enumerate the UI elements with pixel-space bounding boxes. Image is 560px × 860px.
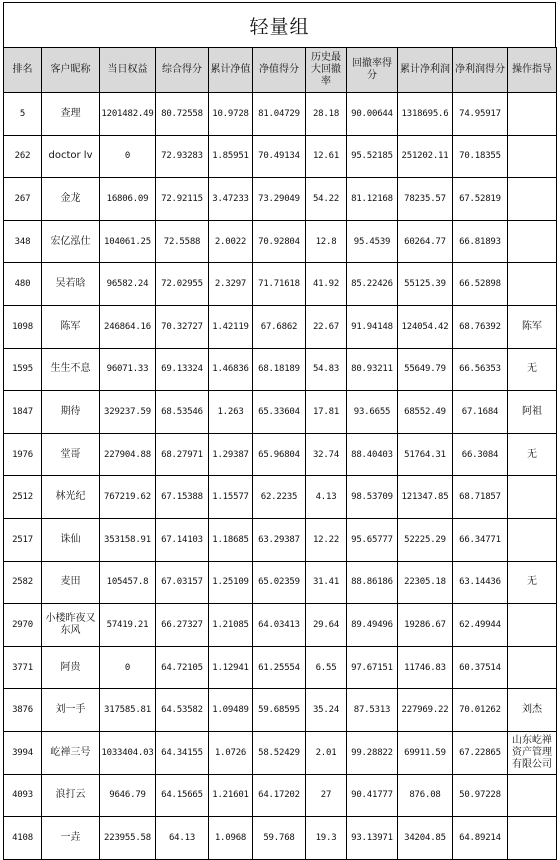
cell-daily-equity: 16806.09: [100, 178, 156, 221]
cell-nav-score: 67.6862: [253, 305, 306, 348]
cell-cum-nav: 3.47233: [209, 178, 253, 221]
cell-daily-equity: 0: [100, 135, 156, 178]
cell-max-drawdown: 12.22: [306, 518, 347, 561]
ranking-sheet: [3, 2, 556, 860]
cell-daily-equity: 104061.25: [100, 220, 156, 263]
cell-rank: 4093: [4, 774, 42, 817]
cell-cum-net-profit: 22305.18: [398, 561, 453, 604]
cell-net-profit-score: 66.34771: [453, 518, 508, 561]
cell-daily-equity: 317585.81: [100, 689, 156, 732]
cell-guidance: 陈军: [508, 305, 557, 348]
cell-rank: 5: [4, 93, 42, 136]
cell-cum-nav: 1.12941: [209, 646, 253, 689]
cell-nickname: 诛仙: [42, 518, 100, 561]
cell-drawdown-score: 93.6655: [347, 391, 398, 434]
cell-cum-net-profit: 227969.22: [398, 689, 453, 732]
cell-max-drawdown: 12.61: [306, 135, 347, 178]
cell-rank: 1847: [4, 391, 42, 434]
cell-net-profit-score: 70.18355: [453, 135, 508, 178]
cell-nav-score: 59.768: [253, 817, 306, 860]
cell-nav-score: 63.29387: [253, 518, 306, 561]
column-header-nav-score: 净值得分: [253, 48, 306, 93]
table-row: [4, 178, 557, 221]
cell-nickname: 刘一手: [42, 689, 100, 732]
cell-net-profit-score: 66.56353: [453, 348, 508, 391]
table-row: [4, 817, 557, 860]
cell-daily-equity: 1201482.49: [100, 93, 156, 136]
cell-cum-net-profit: 68552.49: [398, 391, 453, 434]
cell-cum-nav: 1.25109: [209, 561, 253, 604]
cell-net-profit-score: 67.22865: [453, 731, 508, 774]
cell-nav-score: 65.96804: [253, 433, 306, 476]
cell-total-score: 66.27327: [156, 604, 209, 647]
cell-max-drawdown: 4.13: [306, 476, 347, 519]
cell-daily-equity: 329237.59: [100, 391, 156, 434]
table-row: [4, 774, 557, 817]
column-header-total-score: 综合得分: [156, 48, 209, 93]
cell-net-profit-score: 68.71857: [453, 476, 508, 519]
cell-guidance: 山东屹禅资产管理有限公司: [508, 731, 557, 774]
table-row: [4, 220, 557, 263]
cell-cum-nav: 1.0726: [209, 731, 253, 774]
cell-guidance: [508, 817, 557, 860]
cell-cum-net-profit: 69911.59: [398, 731, 453, 774]
cell-total-score: 64.15665: [156, 774, 209, 817]
cell-total-score: 72.93283: [156, 135, 209, 178]
cell-total-score: 72.92115: [156, 178, 209, 221]
table-row: [4, 731, 557, 774]
cell-rank: 2517: [4, 518, 42, 561]
cell-guidance: 无: [508, 561, 557, 604]
cell-daily-equity: 1033404.03: [100, 731, 156, 774]
cell-daily-equity: 767219.62: [100, 476, 156, 519]
cell-total-score: 64.13: [156, 817, 209, 860]
cell-cum-nav: 1.85951: [209, 135, 253, 178]
table-header: [4, 48, 557, 93]
cell-cum-net-profit: 876.08: [398, 774, 453, 817]
cell-cum-net-profit: 51764.31: [398, 433, 453, 476]
cell-nav-score: 70.49134: [253, 135, 306, 178]
cell-nickname: 堂哥: [42, 433, 100, 476]
cell-guidance: [508, 263, 557, 306]
cell-net-profit-score: 62.49944: [453, 604, 508, 647]
cell-net-profit-score: 67.1684: [453, 391, 508, 434]
cell-cum-nav: 1.21601: [209, 774, 253, 817]
cell-rank: 3994: [4, 731, 42, 774]
cell-daily-equity: 105457.8: [100, 561, 156, 604]
cell-max-drawdown: 22.67: [306, 305, 347, 348]
cell-net-profit-score: 70.01262: [453, 689, 508, 732]
cell-nickname: doctor lv: [42, 135, 100, 178]
cell-nickname: 查理: [42, 93, 100, 136]
cell-cum-nav: 1.15577: [209, 476, 253, 519]
cell-drawdown-score: 95.65777: [347, 518, 398, 561]
cell-max-drawdown: 17.81: [306, 391, 347, 434]
cell-nickname: 吴若晗: [42, 263, 100, 306]
cell-cum-net-profit: 251202.11: [398, 135, 453, 178]
column-header-cum-nav: 累计净值: [209, 48, 253, 93]
cell-nav-score: 64.17202: [253, 774, 306, 817]
cell-max-drawdown: 54.22: [306, 178, 347, 221]
cell-rank: 1595: [4, 348, 42, 391]
cell-rank: 2970: [4, 604, 42, 647]
cell-nav-score: 58.52429: [253, 731, 306, 774]
cell-rank: 1976: [4, 433, 42, 476]
column-header-drawdown-score: 回撤率得分: [347, 48, 398, 93]
cell-total-score: 69.13324: [156, 348, 209, 391]
cell-guidance: 阿祖: [508, 391, 557, 434]
cell-cum-nav: 1.29387: [209, 433, 253, 476]
cell-nav-score: 62.2235: [253, 476, 306, 519]
cell-drawdown-score: 88.40403: [347, 433, 398, 476]
cell-net-profit-score: 66.3084: [453, 433, 508, 476]
cell-rank: 3876: [4, 689, 42, 732]
cell-daily-equity: 246864.16: [100, 305, 156, 348]
cell-cum-nav: 1.263: [209, 391, 253, 434]
cell-nav-score: 73.29049: [253, 178, 306, 221]
cell-cum-net-profit: 55125.39: [398, 263, 453, 306]
cell-total-score: 80.72558: [156, 93, 209, 136]
cell-cum-net-profit: 19286.67: [398, 604, 453, 647]
cell-nickname: 生生不息: [42, 348, 100, 391]
column-header-nickname: 客户昵称: [42, 48, 100, 93]
cell-guidance: [508, 93, 557, 136]
cell-nickname: 小楼昨夜又东风: [42, 604, 100, 647]
cell-drawdown-score: 80.93211: [347, 348, 398, 391]
cell-max-drawdown: 19.3: [306, 817, 347, 860]
cell-drawdown-score: 98.53709: [347, 476, 398, 519]
cell-net-profit-score: 66.52898: [453, 263, 508, 306]
cell-nav-score: 71.71618: [253, 263, 306, 306]
cell-guidance: [508, 646, 557, 689]
column-header-cum-net-profit: 累计净利润: [398, 48, 453, 93]
cell-cum-net-profit: 121347.85: [398, 476, 453, 519]
cell-guidance: [508, 604, 557, 647]
cell-net-profit-score: 60.37514: [453, 646, 508, 689]
table-row: [4, 263, 557, 306]
cell-daily-equity: 96071.33: [100, 348, 156, 391]
table-row: [4, 646, 557, 689]
cell-cum-nav: 2.0022: [209, 220, 253, 263]
cell-drawdown-score: 93.13971: [347, 817, 398, 860]
cell-rank: 1098: [4, 305, 42, 348]
cell-max-drawdown: 27: [306, 774, 347, 817]
table-row: [4, 518, 557, 561]
cell-nav-score: 81.04729: [253, 93, 306, 136]
cell-cum-nav: 1.21085: [209, 604, 253, 647]
cell-guidance: 无: [508, 348, 557, 391]
cell-drawdown-score: 87.5313: [347, 689, 398, 732]
cell-nickname: 浪打云: [42, 774, 100, 817]
sheet-title: 轻量组: [3, 2, 556, 47]
cell-daily-equity: 57419.21: [100, 604, 156, 647]
cell-daily-equity: 96582.24: [100, 263, 156, 306]
table-row: [4, 135, 557, 178]
cell-rank: 2512: [4, 476, 42, 519]
cell-nickname: 期待: [42, 391, 100, 434]
cell-nav-score: 64.03413: [253, 604, 306, 647]
cell-max-drawdown: 6.55: [306, 646, 347, 689]
cell-total-score: 72.5588: [156, 220, 209, 263]
cell-max-drawdown: 54.83: [306, 348, 347, 391]
table-row: [4, 391, 557, 434]
cell-net-profit-score: 64.89214: [453, 817, 508, 860]
cell-nav-score: 61.25554: [253, 646, 306, 689]
cell-drawdown-score: 99.28822: [347, 731, 398, 774]
cell-daily-equity: 227904.88: [100, 433, 156, 476]
cell-cum-net-profit: 52225.29: [398, 518, 453, 561]
cell-total-score: 67.14103: [156, 518, 209, 561]
cell-nickname: 一垚: [42, 817, 100, 860]
column-header-max-drawdown: 历史最大回撤率: [306, 48, 347, 93]
table-row: [4, 305, 557, 348]
cell-drawdown-score: 91.94148: [347, 305, 398, 348]
cell-nickname: 林光纪: [42, 476, 100, 519]
column-header-daily-equity: 当日权益: [100, 48, 156, 93]
table-row: [4, 604, 557, 647]
cell-max-drawdown: 2.01: [306, 731, 347, 774]
table-body: [4, 93, 557, 860]
cell-total-score: 70.32727: [156, 305, 209, 348]
ranking-table: [3, 47, 557, 860]
cell-max-drawdown: 35.24: [306, 689, 347, 732]
cell-rank: 262: [4, 135, 42, 178]
column-header-net-profit-score: 净利润得分: [453, 48, 508, 93]
cell-cum-net-profit: 78235.57: [398, 178, 453, 221]
cell-drawdown-score: 95.52185: [347, 135, 398, 178]
cell-nav-score: 65.02359: [253, 561, 306, 604]
cell-cum-net-profit: 1318695.6: [398, 93, 453, 136]
cell-nickname: 陈军: [42, 305, 100, 348]
header-row: [4, 48, 557, 93]
cell-cum-net-profit: 124054.42: [398, 305, 453, 348]
table-row: [4, 93, 557, 136]
cell-drawdown-score: 97.67151: [347, 646, 398, 689]
cell-net-profit-score: 50.97228: [453, 774, 508, 817]
cell-max-drawdown: 12.8: [306, 220, 347, 263]
cell-nav-score: 70.92804: [253, 220, 306, 263]
cell-guidance: [508, 774, 557, 817]
cell-total-score: 67.03157: [156, 561, 209, 604]
cell-net-profit-score: 74.95917: [453, 93, 508, 136]
column-header-rank: 排名: [4, 48, 42, 93]
cell-total-score: 64.53582: [156, 689, 209, 732]
column-header-guidance: 操作指导: [508, 48, 557, 93]
cell-nav-score: 65.33604: [253, 391, 306, 434]
cell-guidance: [508, 476, 557, 519]
cell-daily-equity: 0: [100, 646, 156, 689]
cell-cum-nav: 2.3297: [209, 263, 253, 306]
cell-net-profit-score: 68.76392: [453, 305, 508, 348]
cell-nickname: 阿贵: [42, 646, 100, 689]
cell-net-profit-score: 67.52819: [453, 178, 508, 221]
table-row: [4, 476, 557, 519]
cell-rank: 2582: [4, 561, 42, 604]
cell-total-score: 64.72105: [156, 646, 209, 689]
cell-guidance: 刘杰: [508, 689, 557, 732]
cell-rank: 4108: [4, 817, 42, 860]
cell-guidance: [508, 518, 557, 561]
cell-nickname: 麦田: [42, 561, 100, 604]
cell-rank: 267: [4, 178, 42, 221]
cell-daily-equity: 223955.58: [100, 817, 156, 860]
cell-cum-net-profit: 11746.83: [398, 646, 453, 689]
table-row: [4, 561, 557, 604]
cell-max-drawdown: 28.18: [306, 93, 347, 136]
cell-nickname: 金龙: [42, 178, 100, 221]
cell-max-drawdown: 32.74: [306, 433, 347, 476]
cell-nav-score: 59.68595: [253, 689, 306, 732]
cell-drawdown-score: 85.22426: [347, 263, 398, 306]
cell-cum-nav: 1.18685: [209, 518, 253, 561]
cell-drawdown-score: 81.12168: [347, 178, 398, 221]
cell-guidance: [508, 178, 557, 221]
cell-total-score: 72.02955: [156, 263, 209, 306]
cell-rank: 3771: [4, 646, 42, 689]
cell-cum-nav: 1.46836: [209, 348, 253, 391]
cell-cum-nav: 1.42119: [209, 305, 253, 348]
cell-guidance: 无: [508, 433, 557, 476]
cell-total-score: 68.27971: [156, 433, 209, 476]
cell-total-score: 67.15388: [156, 476, 209, 519]
cell-nickname: 宏亿泓仕: [42, 220, 100, 263]
table-row: [4, 348, 557, 391]
cell-total-score: 64.34155: [156, 731, 209, 774]
cell-max-drawdown: 29.64: [306, 604, 347, 647]
cell-cum-nav: 10.9728: [209, 93, 253, 136]
cell-total-score: 68.53546: [156, 391, 209, 434]
cell-drawdown-score: 90.00644: [347, 93, 398, 136]
cell-max-drawdown: 31.41: [306, 561, 347, 604]
cell-cum-net-profit: 60264.77: [398, 220, 453, 263]
cell-drawdown-score: 88.86186: [347, 561, 398, 604]
cell-nickname: 屹禅三号: [42, 731, 100, 774]
table-row: [4, 433, 557, 476]
cell-daily-equity: 9646.79: [100, 774, 156, 817]
cell-net-profit-score: 63.14436: [453, 561, 508, 604]
cell-net-profit-score: 66.81893: [453, 220, 508, 263]
cell-cum-nav: 1.09489: [209, 689, 253, 732]
cell-cum-nav: 1.0968: [209, 817, 253, 860]
cell-nav-score: 68.18189: [253, 348, 306, 391]
cell-rank: 348: [4, 220, 42, 263]
cell-rank: 480: [4, 263, 42, 306]
cell-guidance: [508, 135, 557, 178]
cell-max-drawdown: 41.92: [306, 263, 347, 306]
cell-drawdown-score: 95.4539: [347, 220, 398, 263]
table-row: [4, 689, 557, 732]
cell-drawdown-score: 89.49496: [347, 604, 398, 647]
cell-cum-net-profit: 55649.79: [398, 348, 453, 391]
cell-guidance: [508, 220, 557, 263]
cell-cum-net-profit: 34204.85: [398, 817, 453, 860]
cell-drawdown-score: 90.41777: [347, 774, 398, 817]
cell-daily-equity: 353158.91: [100, 518, 156, 561]
